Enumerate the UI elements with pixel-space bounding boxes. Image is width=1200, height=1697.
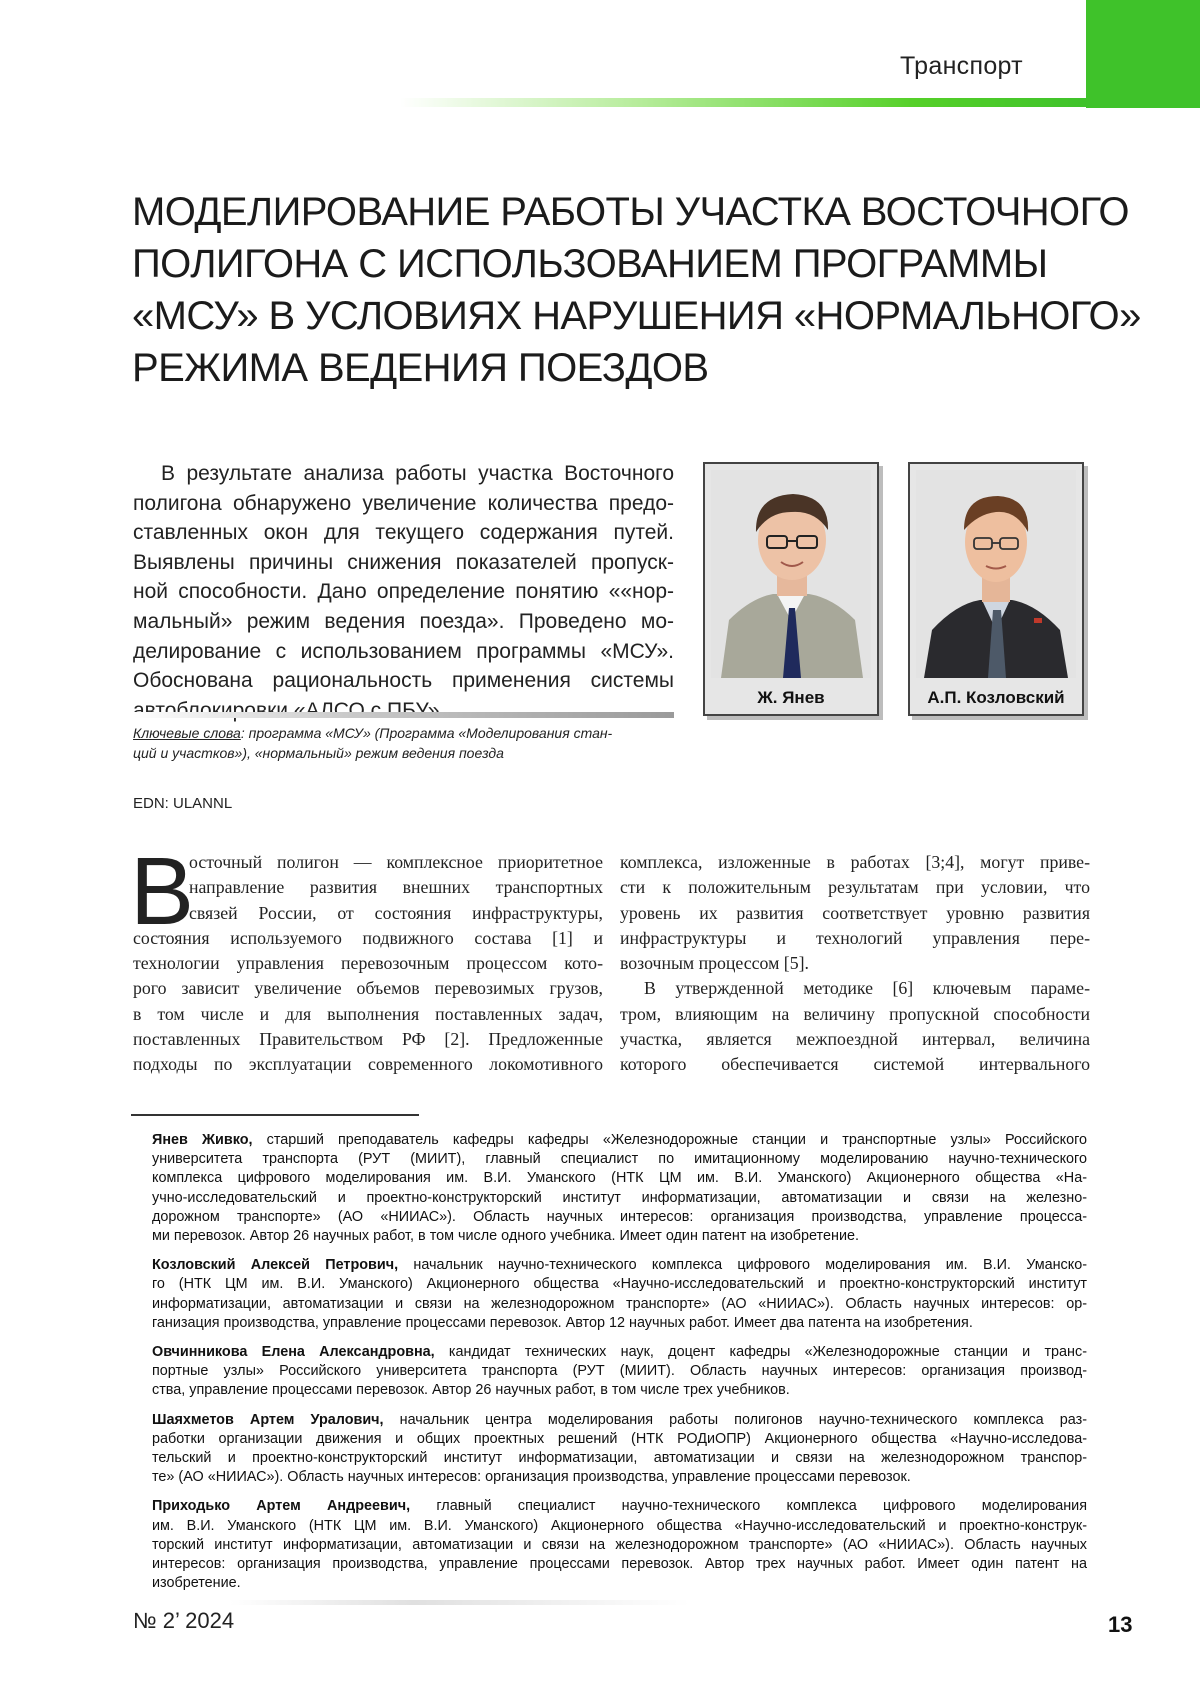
- body-line: уровень их развития соответствует уровню развития: [620, 901, 1090, 926]
- abstract: [133, 459, 674, 725]
- title-line: МОДЕЛИРОВАНИЕ РАБОТЫ УЧАСТКА ВОСТОЧНОГО: [132, 186, 1092, 238]
- bio-line: дорожном транспорте» (АО «НИИАС»). Область научных интересов: организация производства, управление процесса-: [152, 1208, 1087, 1227]
- body-line: состояния используемого подвижного состава [1] и: [133, 926, 603, 951]
- body-line: поставленных Правительством РФ [2]. Предложенные: [133, 1027, 603, 1052]
- body-column-left: [133, 850, 603, 1078]
- bio-line: [152, 1131, 1087, 1150]
- body-column-right: [620, 850, 1090, 1078]
- bio-line: учно-исследовательский и проектно-конструкторский институт информатизации, автоматизации и связи на железно-: [152, 1189, 1087, 1208]
- edn-code: EDN: ULANNL: [133, 795, 232, 812]
- portrait-image: [711, 470, 871, 678]
- bio-line: го (НТК ЦМ им. В.И. Уманского) Акционерного общества «Научно-исследовательский и проектно-конструкторский институт: [152, 1275, 1087, 1294]
- abstract-line: ной способности. Дано определение понятию ««нор-: [133, 577, 674, 607]
- bio-line: портные узлы» Российского университета транспорта (РУТ (МИИТ). Область научных интересов: организация производ-: [152, 1362, 1087, 1381]
- bio-entry: [152, 1497, 1087, 1593]
- bio-line: ства, управление процессами перевозок. Автор 26 научных работ, в том числе трех учебников.: [152, 1381, 1087, 1400]
- bio-text: начальник научно-технического комплекса цифрового моделирования им. В.И. Уманско-: [413, 1257, 1087, 1273]
- body-line: участка, является межпоездной интервал, величина: [620, 1027, 1090, 1052]
- bio-text: главный специалист научно-технического комплекса цифрового моделирования: [436, 1498, 1087, 1514]
- bios-divider: [131, 1114, 419, 1116]
- abstract-line: делирование с использованием программы «МСУ».: [133, 637, 674, 667]
- bio-line: [152, 1497, 1087, 1516]
- body-line: В утвержденной методике [6] ключевым параме-: [620, 976, 1090, 1001]
- article-title: [132, 186, 1092, 394]
- keywords-text-2: ций и участков»), «нормальный» режим ведения поезда: [133, 745, 504, 761]
- body-line: направление развития внешних транспортных: [133, 875, 603, 900]
- body-line: сти к положительным результатам при условии, что: [620, 875, 1090, 900]
- keywords: [133, 723, 674, 763]
- body-line: технологии управления перевозочным процессом кото-: [133, 951, 603, 976]
- page-number: 13: [1108, 1612, 1132, 1638]
- author-photo-yanev: [703, 462, 879, 716]
- bio-line: ганизация производства, управление процессами перевозок. Автор 12 научных работ. Имеет два патента на изобретения.: [152, 1314, 1087, 1333]
- bio-name: Янев Живко,: [152, 1132, 253, 1148]
- section-label: Транспорт: [900, 52, 1100, 81]
- abstract-divider: [133, 712, 674, 718]
- body-line: комплекса, изложенные в работах [3;4], могут приве-: [620, 850, 1090, 875]
- bio-line: [152, 1256, 1087, 1275]
- bio-name: Шаяхметов Артем Уралович,: [152, 1412, 384, 1428]
- body-line: тром, влияющим на величину пропускной способности: [620, 1002, 1090, 1027]
- bio-entry: [152, 1411, 1087, 1488]
- bio-line: торский институт информатизации, автоматизации и связи на железнодорожном транспорте» (АО «НИИАС»). Область научных: [152, 1536, 1087, 1555]
- header-rule: [400, 98, 1086, 107]
- bio-line: университета транспорта (РУТ (МИИТ), главный специалист по имитационному моделированию научно-технического: [152, 1150, 1087, 1169]
- keywords-label: Ключевые слова: [133, 725, 241, 741]
- bio-line: информатизации, автоматизации и связи на железнодорожном транспорте» (АО «НИИАС»). Область научных интересов: ор-: [152, 1295, 1087, 1314]
- bio-line: тельский и проектно-конструкторский институт информатизации, автоматизации и связи на железнодорожном транспор-: [152, 1449, 1087, 1468]
- body-line: связей России, от состояния инфраструктуры,: [133, 901, 603, 926]
- footer-rule: [230, 1600, 690, 1605]
- body-line: которого обеспечивается системой интервального: [620, 1052, 1090, 1077]
- bio-line: изобретение.: [152, 1574, 1087, 1593]
- drop-cap: В: [130, 846, 194, 938]
- bio-line: [152, 1411, 1087, 1430]
- abstract-line: В результате анализа работы участка Восточного: [133, 459, 674, 489]
- body-line: инфраструктуры и технологий управления пере-: [620, 926, 1090, 951]
- author-bios: [152, 1131, 1087, 1603]
- author-caption: А.П. Козловский: [910, 688, 1082, 708]
- bio-line: комплекса цифрового моделирования им. В.И. Уманского (НТК ЦМ им. В.И. Уманского) Акционерного общества «На-: [152, 1169, 1087, 1188]
- bio-line: им. В.И. Уманского (НТК ЦМ им. В.И. Уманского) Акционерного общества «Научно-исследовательский и проектно-конструк-: [152, 1517, 1087, 1536]
- bio-name: Овчинникова Елена Александровна,: [152, 1344, 435, 1360]
- body-line: осточный полигон — комплексное приоритетное: [133, 850, 603, 875]
- author-photo-kozlovsky: [908, 462, 1084, 716]
- abstract-line: полигона обнаружено увеличение количества предо-: [133, 489, 674, 519]
- body-line: возочным процессом [5].: [620, 951, 1090, 976]
- section-color-block: [1086, 0, 1200, 108]
- body-line: в том числе и для выполнения поставленных задач,: [133, 1002, 603, 1027]
- abstract-line: Обоснована рациональность применения системы: [133, 666, 674, 696]
- bio-entry: [152, 1343, 1087, 1401]
- bio-entry: [152, 1131, 1087, 1246]
- bio-line: те» (АО «НИИАС»). Область научных интересов: организация производства, управление процессами перевозок.: [152, 1468, 1087, 1487]
- title-line: РЕЖИМА ВЕДЕНИЯ ПОЕЗДОВ: [132, 342, 1092, 394]
- bio-name: Козловский Алексей Петрович,: [152, 1257, 398, 1273]
- body-line: рого зависит увеличение объемов перевозимых грузов,: [133, 976, 603, 1001]
- abstract-line: Выявлены причины снижения показателей пропуск-: [133, 548, 674, 578]
- bio-name: Приходько Артем Андреевич,: [152, 1498, 410, 1514]
- abstract-line: мальный» режим ведения поезда». Проведено мо-: [133, 607, 674, 637]
- bio-line: работки организации движения и общих проектных решений (НТК РОДиОПР) Акционерного общества «Научно-исследова-: [152, 1430, 1087, 1449]
- title-line: ПОЛИГОНА С ИСПОЛЬЗОВАНИЕМ ПРОГРАММЫ: [132, 238, 1092, 290]
- bio-text: начальник центра моделирования работы полигонов научно-технического комплекса раз-: [400, 1412, 1087, 1428]
- bio-text: кандидат технических наук, доцент кафедры «Железнодорожные станции и транс-: [449, 1344, 1087, 1360]
- bio-line: [152, 1343, 1087, 1362]
- author-caption: Ж. Янев: [705, 688, 877, 708]
- bio-line: интересов: организация производства, управление процессами перевозок. Автор трех научных работ. Имеет один патент на: [152, 1555, 1087, 1574]
- issue-number: № 2’ 2024: [133, 1608, 234, 1634]
- title-line: «МСУ» В УСЛОВИЯХ НАРУШЕНИЯ «НОРМАЛЬНОГО»: [132, 290, 1092, 342]
- portrait-image: [916, 470, 1076, 678]
- keywords-text-1: : программа «МСУ» (Программа «Моделирования стан-: [241, 725, 612, 741]
- bio-entry: [152, 1256, 1087, 1333]
- bio-line: ми перевозок. Автор 26 научных работ, в том числе одного учебника. Имеет один патент на изобретение.: [152, 1227, 1087, 1246]
- body-line: подходы по эксплуатации современного локомотивного: [133, 1052, 603, 1077]
- bio-text: старший преподаватель кафедры кафедры «Железнодорожные станции и транспортные узлы» Российского: [267, 1132, 1087, 1148]
- abstract-line: ставленных окон для текущего содержания путей.: [133, 518, 674, 548]
- abstract-line: автоблокировки «АЛСО с ПБУ».: [133, 696, 674, 726]
